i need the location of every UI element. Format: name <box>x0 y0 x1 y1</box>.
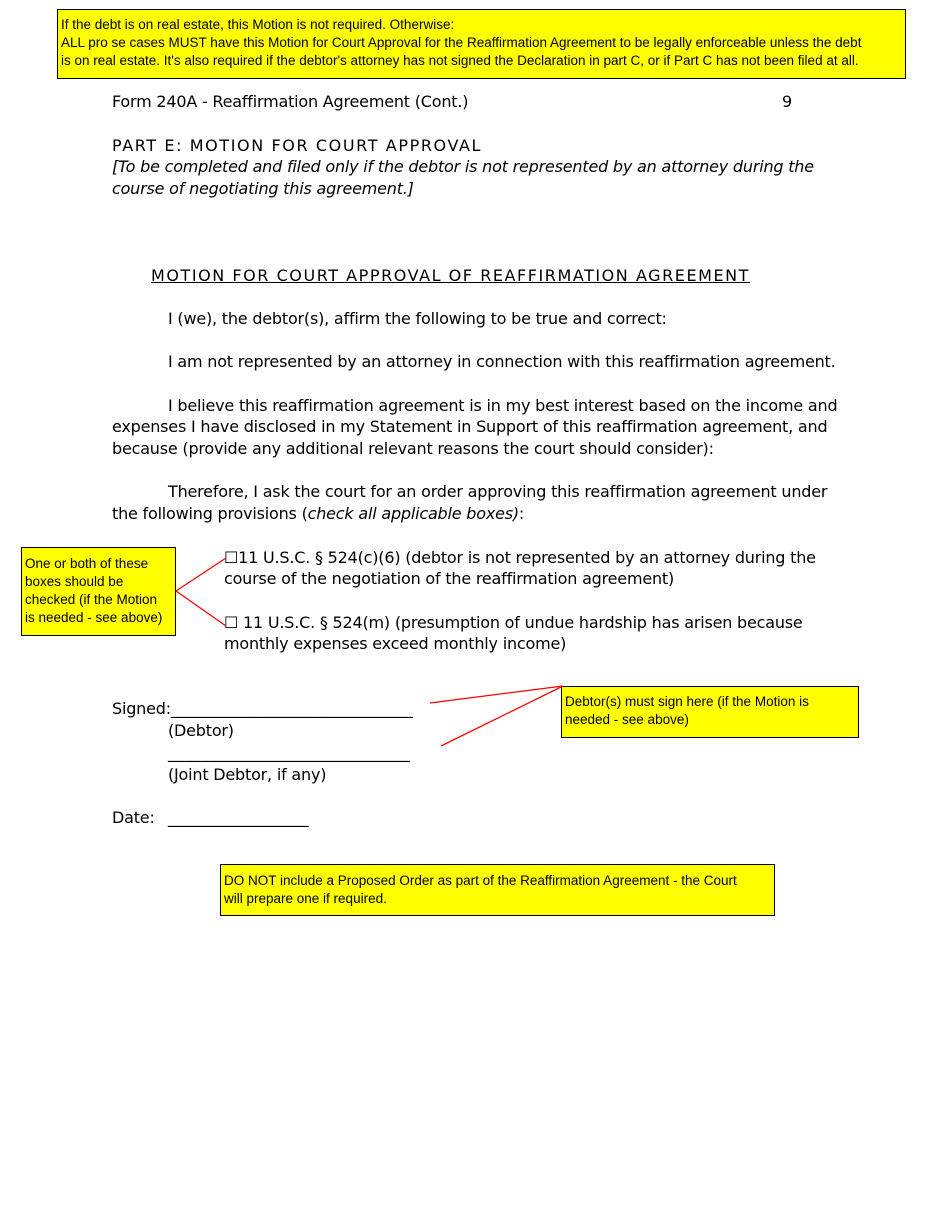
note-line: is needed - see above) <box>25 610 163 625</box>
debtor-label: (Debtor) <box>168 721 234 740</box>
connector-line <box>441 686 563 746</box>
note-line: One or both of these <box>25 556 149 571</box>
motion-heading: MOTION FOR COURT APPROVAL OF REAFFIRMATION AGREEMENT <box>151 266 750 285</box>
request-text: : <box>518 504 525 523</box>
debtor-signature-line[interactable]: _______________________________ <box>170 699 413 718</box>
belief-paragraph: I believe this reaffirmation agreement is in my best interest based on the income and <box>168 396 838 415</box>
checkbox-524c6[interactable]: ☐ <box>224 548 239 567</box>
date-line[interactable]: __________________ <box>168 808 309 827</box>
option-text: monthly expenses exceed monthly income) <box>224 634 567 653</box>
note-line: ALL pro se cases MUST have this Motion for Court Approval for the Reaffirmation Agreement to be legally enforceable unless the debt <box>61 35 862 50</box>
note-line: checked (if the Motion <box>25 592 158 607</box>
not-represented-statement: I am not represented by an attorney in connection with this reaffirmation agreement. <box>168 352 836 371</box>
part-e-instruction: [To be completed and filed only if the debtor is not represented by an attorney during the <box>112 157 814 176</box>
note-line: If the debt is on real estate, this Motion is not required. Otherwise: <box>61 17 455 32</box>
note-line: boxes should be <box>25 574 124 589</box>
note-line: needed - see above) <box>565 712 689 727</box>
request-text: the following provisions ( <box>112 504 308 523</box>
page-number: 9 <box>782 92 792 111</box>
joint-debtor-signature-line[interactable]: _______________________________ <box>168 743 410 762</box>
part-e-instruction: course of negotiating this agreement.] <box>112 179 414 198</box>
request-paragraph: Therefore, I ask the court for an order approving this reaffirmation agreement under <box>168 482 828 501</box>
joint-debtor-label: (Joint Debtor, if any) <box>168 765 327 784</box>
affirm-statement: I (we), the debtor(s), affirm the following to be true and correct: <box>168 309 667 328</box>
belief-paragraph: expenses I have disclosed in my Statement in Support of this reaffirmation agreement, and <box>112 417 828 436</box>
belief-paragraph: because (provide any additional relevant reasons the court should consider): <box>112 439 714 458</box>
option-text: course of the negotiation of the reaffirmation agreement) <box>224 569 675 588</box>
form-title: Form 240A - Reaffirmation Agreement (Cont.) <box>112 92 469 111</box>
connector-line <box>430 686 563 703</box>
connector-line <box>176 591 226 626</box>
note-line: will prepare one if required. <box>224 891 387 906</box>
connector-line <box>176 558 226 591</box>
option-text: 11 U.S.C. § 524(c)(6) (debtor is not represented by an attorney during the <box>238 548 816 567</box>
note-line: is on real estate. It's also required if the debtor's attorney has not signed the Declaration in part C, or if Part C has not been filed at all. <box>61 53 859 68</box>
checkbox-524m[interactable]: ☐ <box>224 613 239 632</box>
request-text-italic: check all applicable boxes) <box>307 504 519 523</box>
part-e-title: PART E: MOTION FOR COURT APPROVAL <box>112 136 483 155</box>
note-line: DO NOT include a Proposed Order as part of the Reaffirmation Agreement - the Court <box>224 873 737 888</box>
option-text: 11 U.S.C. § 524(m) (presumption of undue hardship has arisen because <box>238 613 803 632</box>
signed-label: Signed: <box>112 699 171 718</box>
note-line: Debtor(s) must sign here (if the Motion is <box>565 694 809 709</box>
date-label: Date: <box>112 808 155 827</box>
